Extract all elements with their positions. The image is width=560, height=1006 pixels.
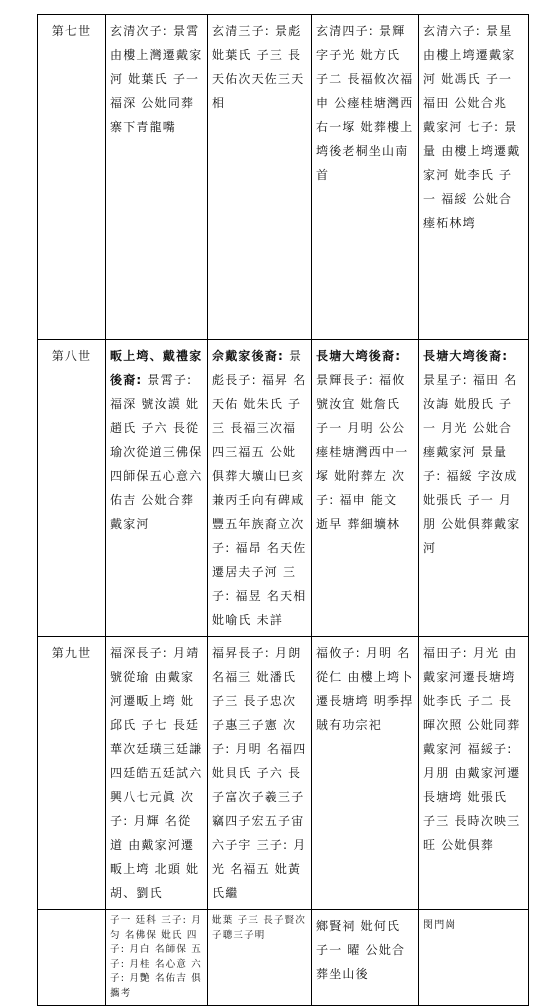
table-cell [106, 910, 208, 1006]
table-cell [106, 637, 208, 910]
table-cell [419, 340, 529, 637]
cell-text: 玄清次子: 景霄 由樓上灣遷戴家河 妣葉氏 子一 福深 公妣同葬寨下青龍嘴 [110, 24, 203, 134]
cell-text: 子一 廷科 三子: 月匀 名佛保 妣氏 四子: 月白 名師保 五子: 月桂 名心意 六子: 月艷 名佑吉 俱攜考 [110, 915, 202, 999]
table-cell [208, 910, 312, 1006]
table-cell [419, 15, 529, 340]
cell-heading: 長塘大塆後裔: [316, 349, 402, 363]
cell-heading: 畈上塆、戴禮家後裔: [110, 349, 203, 387]
cell-text: 福田子: 月光 由戴家河遷長塘塆 妣李氏 子二 長暉次照 公妣同葬戴家河 福綏子: 月朋 由戴家河遷長塘塆 妣張氏 子三 長時次映三旺 公妣俱葬 [423, 646, 521, 852]
table-cell [208, 637, 312, 910]
table-cell [208, 15, 312, 340]
table-row [38, 340, 529, 637]
cell-text: 福昇長子: 月朗 名福三 妣潘氏 子三 長子忠次子惠三子憲 次子: 月明 名福四 妣貝氏 子六 長子富次子羲三子竊四子宏五子宙六子宇 三子: 月光 名福五 妣黃氏繼 [212, 646, 307, 900]
generation-label: 第九世 [38, 637, 106, 910]
cell-text: 鄉賢祠 妣何氏 子一 曜 公妣合葬坐山後 [316, 919, 406, 981]
cell-text: 景彪長子: 福昇 名天佑 妣朱氏 子三 長福三次福四三福五 公妣俱葬大壙山巳亥兼丙壬向有碑咸豐五年族裔立次子: 福昂 名天佐 遷居夫子河 三子: 福昱 名天相 妣喻氏 未詳 [212, 349, 307, 627]
table-row [38, 910, 529, 1006]
generation-label [38, 910, 106, 1006]
table-cell [106, 340, 208, 637]
table-cell [106, 15, 208, 340]
cell-text: 景輝長子: 福攸 號汝宜 妣詹氏 子一 月明 公公瘗桂塘灣西中一塚 妣附葬左 次子: 福申 能文 逝早 葬細壙林 [316, 373, 409, 531]
cell-heading: 長塘大塆後裔: [423, 349, 509, 363]
generation-label: 第七世 [38, 15, 106, 340]
genealogy-table [37, 14, 529, 1006]
cell-text: 景霄子: 福深 號汝謨 妣趙氏 子六 長從瑜次從道三佛保四師保五心意六佑吉 公妣合葬戴家河 [110, 373, 203, 531]
cell-text: 閔門崗 [423, 920, 457, 931]
table-cell [208, 340, 312, 637]
table-row [38, 637, 529, 910]
table-row [38, 15, 529, 340]
cell-text: 福深長子: 月靖 號從瑜 由戴家河遷畈上塆 妣邱氏 子七 長廷華次廷璜三廷謙四廷皓五廷試六興八七元眞 次子: 月輝 名從道 由戴家河遷畈上塆 北頭 妣胡、劉氏 [110, 646, 203, 900]
cell-text: 玄清四子: 景輝字子光 妣方氏 子二 長福攸次福申 公瘗桂塘灣西右一塚 妣葬樓上塆後老桐坐山南首 [316, 24, 414, 182]
table-cell [312, 637, 419, 910]
cell-heading: 佘戴家後裔: [212, 349, 284, 363]
cell-text: 景星子: 福田 名汝誨 妣殷氏 子一 月光 公妣合瘗戴家河 景量子: 福綏 字汝成 妣張氏 子一 月朋 公妣俱葬戴家河 [423, 373, 521, 555]
table-cell [419, 637, 529, 910]
cell-text: 玄清六子: 景星 由樓上塆遷戴家河 妣馮氏 子一 福田 公妣合兆 戴家河 七子: 景量 由樓上塆遷戴家河 妣李氏 子一 福綏 公妣合瘗柘林塆 [423, 24, 521, 230]
table-cell [419, 910, 529, 1006]
cell-text: 玄清三子: 景彪 妣葉氏 子三 長天佑次天佐三天相 [212, 24, 305, 110]
table-cell [312, 15, 419, 340]
cell-text: 妣葉 子三 長子賢次子聰三子明 [212, 915, 307, 941]
table-cell [312, 910, 419, 1006]
generation-label: 第八世 [38, 340, 106, 637]
cell-text: 福攸子: 月明 名從仁 由樓上塆卜遷長塘塆 明季捍賊有功宗祀 [316, 646, 414, 732]
table-cell [312, 340, 419, 637]
